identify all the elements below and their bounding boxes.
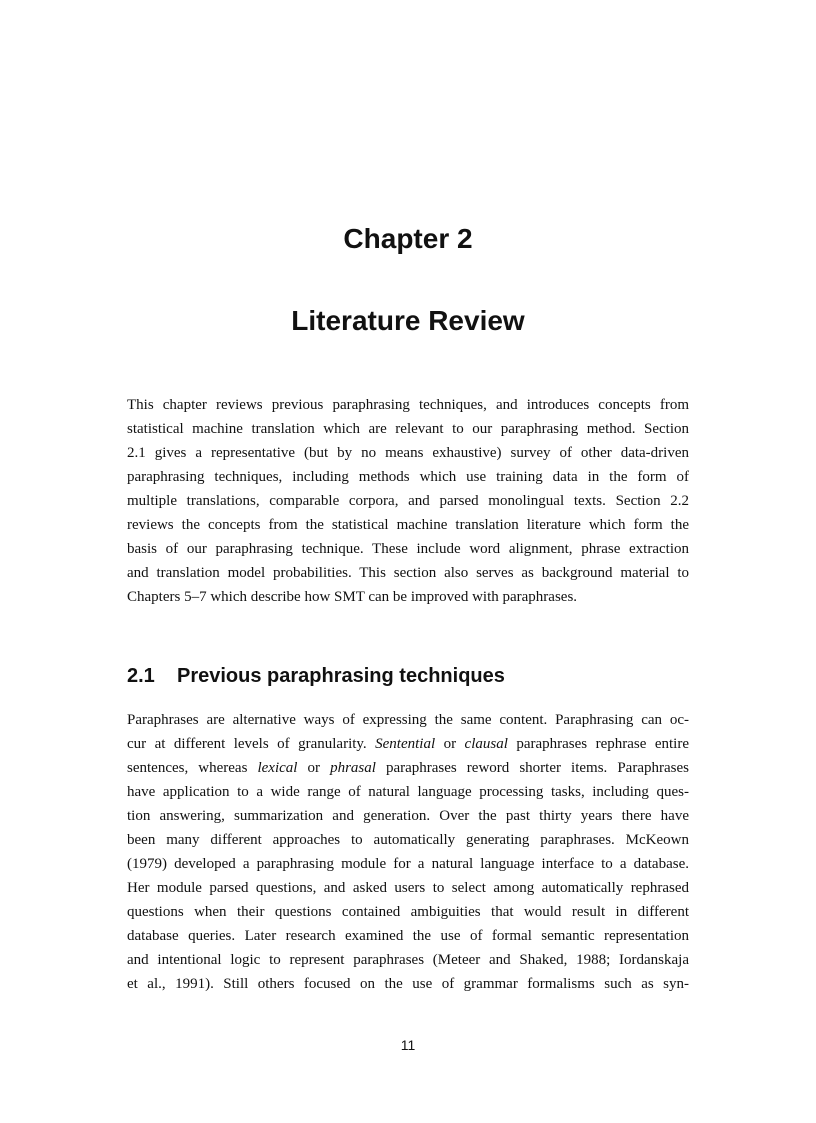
intro-line: and translation model probabilities. This section also serves as background material to — [127, 565, 689, 581]
body-line: et al., 1991). Still others focused on the use of grammar formalisms such as syn- — [127, 976, 689, 992]
intro-line: paraphrasing techniques, including methods which use training data in the form of — [127, 469, 689, 485]
text-run: cur at different levels of granularity. — [127, 736, 376, 752]
body-line: been many different approaches to automatically generating paraphrases. McKeown — [127, 832, 689, 848]
chapter-title: Literature Review — [291, 305, 525, 336]
section-title: Previous paraphrasing techniques — [177, 665, 505, 687]
section-heading — [127, 663, 505, 689]
section-number: 2.1 — [127, 665, 155, 687]
intro-line: basis of our paraphrasing technique. These include word alignment, phrase extraction — [127, 541, 689, 557]
italic-term: clausal — [464, 736, 508, 752]
text-run: or — [297, 760, 331, 776]
body-line — [127, 756, 689, 780]
text-run: paraphrases reword shorter items. Paraphrases — [375, 760, 689, 776]
section-body-paragraph — [127, 708, 689, 996]
intro-line: multiple translations, comparable corpora, and parsed monolingual texts. Section 2.2 — [127, 493, 689, 509]
body-line — [127, 732, 689, 756]
italic-term: phrasal — [330, 760, 376, 776]
intro-line: This chapter reviews previous paraphrasing techniques, and introduces concepts from — [127, 397, 689, 413]
page-number: 11 — [400, 1037, 416, 1053]
intro-paragraph — [127, 393, 689, 609]
text-run: or — [435, 736, 465, 752]
italic-term: Sentential — [375, 736, 436, 752]
text-run: paraphrases rephrase entire — [507, 736, 689, 752]
italic-term: lexical — [257, 760, 298, 776]
body-line: (1979) developed a paraphrasing module for a natural language interface to a database. — [127, 856, 689, 872]
body-line: Her module parsed questions, and asked users to select among automatically rephrased — [127, 880, 689, 896]
body-line: database queries. Later research examined the use of formal semantic representation — [127, 928, 689, 944]
intro-line: statistical machine translation which are relevant to our paraphrasing method. Section — [127, 421, 689, 437]
intro-line: reviews the concepts from the statistical machine translation literature which form the — [127, 517, 689, 533]
intro-line: 2.1 gives a representative (but by no means exhaustive) survey of other data-driven — [127, 445, 689, 461]
intro-line: Chapters 5–7 which describe how SMT can be improved with paraphrases. — [127, 589, 578, 605]
body-line: questions when their questions contained ambiguities that would result in different — [127, 904, 689, 920]
body-line: Paraphrases are alternative ways of expressing the same content. Paraphrasing can oc- — [127, 712, 689, 728]
body-line: and intentional logic to represent paraphrases (Meteer and Shaked, 1988; Iordanskaja — [127, 952, 689, 968]
text-run: sentences, whereas — [127, 760, 258, 776]
chapter-label: Chapter 2 — [343, 223, 473, 254]
body-line: have application to a wide range of natural language processing tasks, including ques- — [127, 784, 689, 800]
body-line: tion answering, summarization and generation. Over the past thirty years there have — [127, 808, 689, 824]
